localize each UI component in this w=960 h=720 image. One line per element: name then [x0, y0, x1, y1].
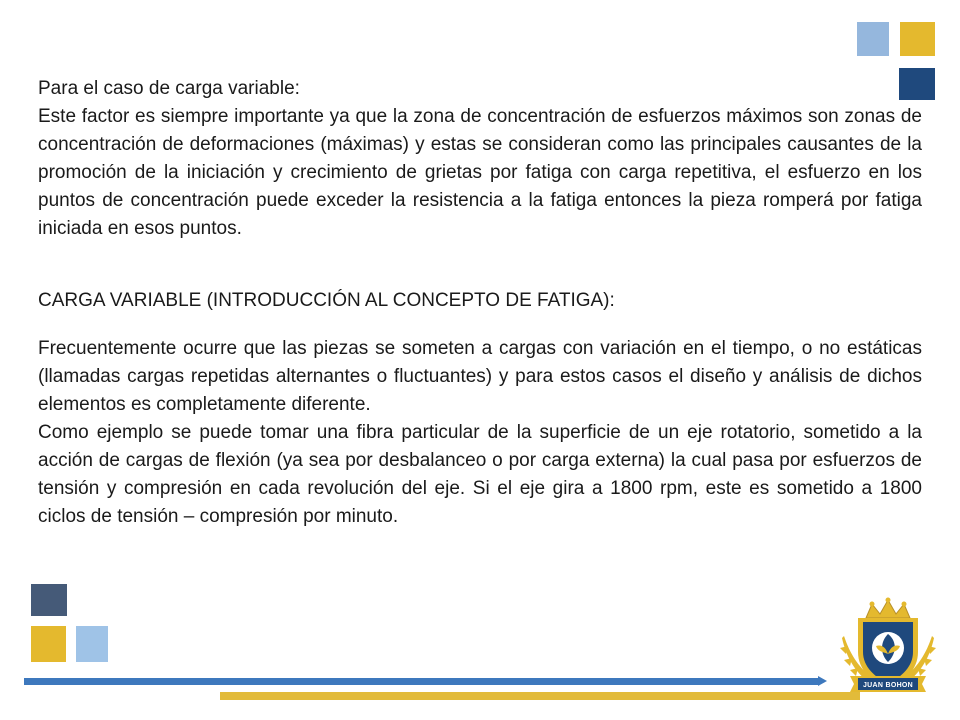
footer-bar-blue	[24, 678, 818, 685]
decorative-square-gold	[900, 22, 935, 56]
slide-content	[38, 75, 922, 531]
decorative-square-light-blue-bottom	[76, 626, 108, 662]
section1-heading: Para el caso de carga variable:	[38, 78, 300, 99]
footer-bar-gold	[220, 692, 860, 700]
section2-heading: CARGA VARIABLE (INTRODUCCIÓN AL CONCEPTO DE FATIGA):	[38, 290, 615, 311]
section1-body: Este factor es siempre importante ya que la zona de concentración de esfuerzos máximos son zonas de concentración de deformaciones (máximas) y estas se consideran como las principales causantes de la promoción de la iniciación y crecimiento de grietas por fatiga con carga repetitiva, el esfuerzo en los puntos de concentración puede exceder la resistencia a la fatiga entonces la pieza romperá por fatiga iniciada en esos puntos.	[38, 106, 922, 239]
section2-paragraph-2: Como ejemplo se puede tomar una fibra particular de la superficie de un eje rotatorio, sometido a la acción de cargas de flexión (ya sea por desbalanceo o por carga externa) la cual pasa por esfuerzos de tensión y compresión en cada revolución del eje. Si el eje gira a 1800 rpm, este es sometido a 1800 ciclos de tensión – compresión por minuto.	[38, 422, 922, 527]
section2-paragraph-1: Frecuentemente ocurre que las piezas se someten a cargas con variación en el tiempo, o no estáticas (llamadas cargas repetidas alternantes o fluctuantes) y para estos casos el diseño y análisis de dichos elementos es completamente diferente.	[38, 338, 922, 415]
spacer	[38, 243, 922, 287]
footer-bar-arrow	[818, 676, 827, 686]
decorative-square-gold-bottom	[31, 626, 66, 662]
spacer	[38, 315, 922, 335]
logo-text: JUAN BOHON	[862, 682, 914, 689]
decorative-square-slate	[31, 584, 67, 616]
decorative-square-light-blue	[857, 22, 889, 56]
shield-crown-logo	[836, 596, 940, 700]
